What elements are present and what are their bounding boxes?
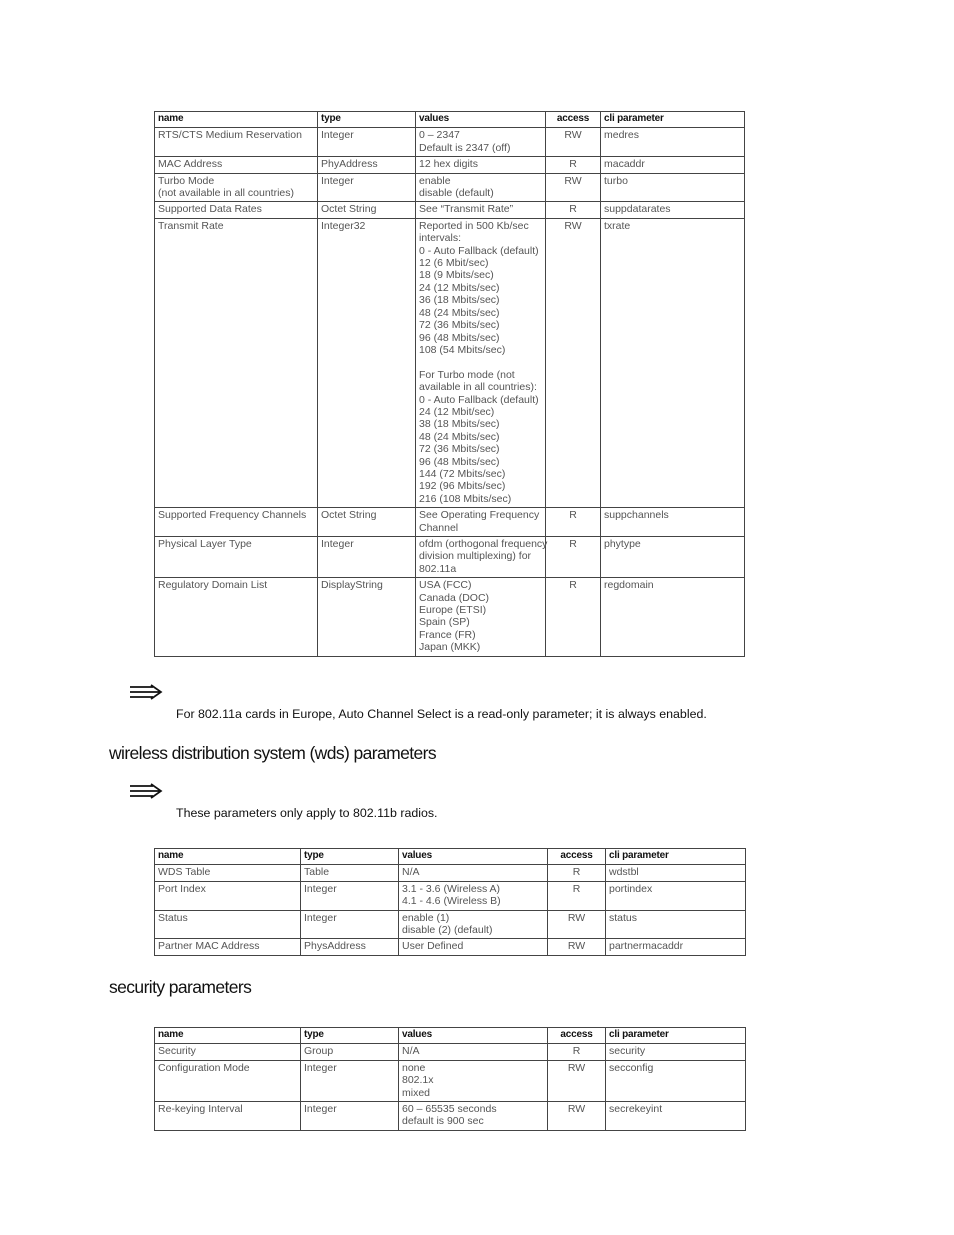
column-header: cli parameter xyxy=(606,849,746,865)
value-line: 4.1 - 4.6 (Wireless B) xyxy=(402,895,501,908)
name-cell xyxy=(155,218,318,507)
name-line: Transmit Rate xyxy=(158,219,224,232)
cli-parameter-cell: portindex xyxy=(606,881,746,910)
value-line: disable (2) (default) xyxy=(402,924,493,937)
type-cell: Integer xyxy=(301,910,399,939)
type-cell: Integer xyxy=(301,1102,399,1131)
cli-parameter-cell: phytype xyxy=(601,536,745,577)
table-row xyxy=(155,218,745,507)
type-cell: Integer xyxy=(318,536,416,577)
column-header: type xyxy=(318,112,416,128)
name-line: (not available in all countries) xyxy=(158,187,294,200)
value-line: 48 (24 Mbits/sec) xyxy=(419,306,500,319)
type-cell: Integer32 xyxy=(318,218,416,507)
note-arrow-icon xyxy=(129,783,163,799)
values-cell xyxy=(399,865,548,881)
value-line: Europe (ETSI) xyxy=(419,604,487,617)
access-cell: RW xyxy=(546,128,601,157)
table-row xyxy=(155,128,745,157)
value-line: 802.1x xyxy=(402,1074,434,1087)
value-line: 802.11a xyxy=(419,562,457,575)
note-text: For 802.11a cards in Europe, Auto Channel Select is a read-only parameter; it is always enabled. xyxy=(176,707,707,721)
value-line: available in all countries): xyxy=(419,381,537,394)
column-header: name xyxy=(155,1028,301,1044)
table-row xyxy=(155,157,745,173)
values-cell xyxy=(416,218,546,507)
column-header: type xyxy=(301,849,399,865)
name-line: Security xyxy=(158,1045,196,1058)
cli-parameter-cell: status xyxy=(606,910,746,939)
value-line: default is 900 sec xyxy=(402,1115,484,1128)
values-cell xyxy=(399,1060,548,1101)
table-header xyxy=(155,112,745,128)
values-cell xyxy=(416,128,546,157)
access-cell: R xyxy=(546,202,601,218)
name-cell xyxy=(155,157,318,173)
value-line: 24 (12 Mbit/sec) xyxy=(419,405,495,418)
value-line: Default is 2347 (off) xyxy=(419,141,511,154)
cli-parameter-cell: medres xyxy=(601,128,745,157)
value-line: 72 (36 Mbits/sec) xyxy=(419,319,500,332)
name-line: Configuration Mode xyxy=(158,1061,250,1074)
column-header: cli parameter xyxy=(606,1028,746,1044)
cli-parameter-cell: wdstbl xyxy=(606,865,746,881)
radio-parameters-table xyxy=(154,111,745,657)
header-row xyxy=(155,849,746,865)
value-line: 12 (6 Mbit/sec) xyxy=(419,257,489,270)
table-row xyxy=(155,939,746,955)
value-line: 0 – 2347 xyxy=(419,129,460,142)
values-cell xyxy=(416,578,546,656)
access-cell: RW xyxy=(546,218,601,507)
table-row xyxy=(155,578,745,656)
column-header: values xyxy=(416,112,546,128)
type-cell: PhysAddress xyxy=(301,939,399,955)
name-line: Status xyxy=(158,911,188,924)
note-arrow-icon xyxy=(129,684,163,700)
cli-parameter-cell: regdomain xyxy=(601,578,745,656)
value-line: Japan (MKK) xyxy=(419,641,481,654)
wds-note-text: These parameters only apply to 802.11b radios. xyxy=(176,806,438,820)
value-line: 144 (72 Mbits/sec) xyxy=(419,467,506,480)
name-line: Supported Data Rates xyxy=(158,203,262,216)
column-header: name xyxy=(155,112,318,128)
value-line: none xyxy=(402,1061,426,1074)
column-header: name xyxy=(155,849,301,865)
name-cell xyxy=(155,578,318,656)
name-cell xyxy=(155,1044,301,1060)
cli-parameter-cell: txrate xyxy=(601,218,745,507)
column-header: access xyxy=(546,112,601,128)
values-cell xyxy=(399,1102,548,1131)
access-cell: R xyxy=(546,508,601,537)
values-cell xyxy=(399,939,548,955)
values-cell xyxy=(416,202,546,218)
table-row xyxy=(155,1060,746,1101)
value-line: intervals: xyxy=(419,232,462,245)
value-line xyxy=(419,356,542,368)
security-section-heading: security parameters xyxy=(109,977,252,997)
type-cell: Group xyxy=(301,1044,399,1060)
header-row xyxy=(155,112,745,128)
values-cell xyxy=(399,910,548,939)
type-cell: Integer xyxy=(318,173,416,202)
value-line: 0 - Auto Fallback (default) xyxy=(419,244,539,257)
name-cell xyxy=(155,173,318,202)
value-line: Reported in 500 Kb/sec xyxy=(419,219,529,232)
name-line: Port Index xyxy=(158,882,206,895)
value-line: enable xyxy=(419,174,451,187)
value-line: 48 (24 Mbits/sec) xyxy=(419,430,500,443)
name-cell xyxy=(155,536,318,577)
cli-parameter-cell: secconfig xyxy=(606,1060,746,1101)
access-cell: R xyxy=(546,578,601,656)
access-cell: RW xyxy=(546,173,601,202)
value-line: 60 – 65535 seconds xyxy=(402,1103,497,1116)
table-row xyxy=(155,202,745,218)
table-row xyxy=(155,910,746,939)
value-line: User Defined xyxy=(402,940,464,953)
table-header xyxy=(155,1028,746,1044)
access-cell: RW xyxy=(548,910,606,939)
value-line: 3.1 - 3.6 (Wireless A) xyxy=(402,882,501,895)
type-cell: Integer xyxy=(301,881,399,910)
header-row xyxy=(155,1028,746,1044)
value-line: Canada (DOC) xyxy=(419,591,490,604)
name-line: Turbo Mode xyxy=(158,174,215,187)
name-line: Re-keying Interval xyxy=(158,1103,243,1116)
name-cell xyxy=(155,1060,301,1101)
access-cell: RW xyxy=(548,1102,606,1131)
cli-parameter-cell: secrekeyint xyxy=(606,1102,746,1131)
values-cell xyxy=(416,173,546,202)
value-line: 216 (108 Mbits/sec) xyxy=(419,492,512,505)
values-cell xyxy=(416,508,546,537)
value-line: 38 (18 Mbits/sec) xyxy=(419,418,500,431)
type-cell: DisplayString xyxy=(318,578,416,656)
value-line: 18 (9 Mbits/sec) xyxy=(419,269,494,282)
value-line: N/A xyxy=(402,1045,420,1058)
access-cell: R xyxy=(548,865,606,881)
access-cell: R xyxy=(548,1044,606,1060)
name-line: Supported Frequency Channels xyxy=(158,509,307,522)
access-cell: R xyxy=(546,157,601,173)
column-header: values xyxy=(399,1028,548,1044)
name-cell xyxy=(155,881,301,910)
wds-parameters-table xyxy=(154,848,746,956)
value-line: USA (FCC) xyxy=(419,579,472,592)
value-line: 0 - Auto Fallback (default) xyxy=(419,393,539,406)
cli-parameter-cell: macaddr xyxy=(601,157,745,173)
access-cell: R xyxy=(546,536,601,577)
cli-parameter-cell: partnermacaddr xyxy=(606,939,746,955)
value-line: disable (default) xyxy=(419,187,494,200)
column-header: type xyxy=(301,1028,399,1044)
value-line: division multiplexing) for xyxy=(419,550,532,563)
table-header xyxy=(155,849,746,865)
column-header: access xyxy=(548,849,606,865)
value-line: See “Transmit Rate” xyxy=(419,203,514,216)
name-line: Physical Layer Type xyxy=(158,537,252,550)
values-cell xyxy=(416,157,546,173)
type-cell: Integer xyxy=(301,1060,399,1101)
cli-parameter-cell: suppchannels xyxy=(601,508,745,537)
access-cell: R xyxy=(548,881,606,910)
name-line: WDS Table xyxy=(158,866,211,879)
value-line: Channel xyxy=(419,521,459,534)
table-row xyxy=(155,1044,746,1060)
table-row xyxy=(155,865,746,881)
type-cell: PhyAddress xyxy=(318,157,416,173)
value-line: ofdm (orthogonal frequency xyxy=(419,537,548,550)
value-line: 192 (96 Mbits/sec) xyxy=(419,480,506,493)
wds-section-heading: wireless distribution system (wds) parameters xyxy=(109,743,436,763)
name-cell xyxy=(155,865,301,881)
name-cell xyxy=(155,910,301,939)
table-row xyxy=(155,1102,746,1131)
value-line: 96 (48 Mbits/sec) xyxy=(419,455,500,468)
name-cell xyxy=(155,939,301,955)
access-cell: RW xyxy=(548,1060,606,1101)
value-line: 36 (18 Mbits/sec) xyxy=(419,294,500,307)
name-line: Regulatory Domain List xyxy=(158,579,268,592)
name-line: MAC Address xyxy=(158,158,223,171)
table-row xyxy=(155,536,745,577)
cli-parameter-cell: suppdatarates xyxy=(601,202,745,218)
name-line: RTS/CTS Medium Reservation xyxy=(158,129,302,142)
type-cell: Table xyxy=(301,865,399,881)
name-line: Partner MAC Address xyxy=(158,940,260,953)
value-line: mixed xyxy=(402,1086,431,1099)
value-line: 108 (54 Mbits/sec) xyxy=(419,343,506,356)
value-line: N/A xyxy=(402,866,420,879)
column-header: cli parameter xyxy=(601,112,745,128)
access-cell: RW xyxy=(548,939,606,955)
type-cell: Integer xyxy=(318,128,416,157)
value-line: See Operating Frequency xyxy=(419,509,540,522)
table-row xyxy=(155,881,746,910)
table-row xyxy=(155,173,745,202)
cli-parameter-cell: turbo xyxy=(601,173,745,202)
security-parameters-table xyxy=(154,1027,746,1131)
value-line: For Turbo mode (not xyxy=(419,368,515,381)
name-cell xyxy=(155,508,318,537)
values-cell xyxy=(399,881,548,910)
column-header: values xyxy=(399,849,548,865)
cli-parameter-cell: security xyxy=(606,1044,746,1060)
value-line: 24 (12 Mbits/sec) xyxy=(419,281,500,294)
values-cell xyxy=(399,1044,548,1060)
value-line: enable (1) xyxy=(402,911,450,924)
value-line: Spain (SP) xyxy=(419,616,470,629)
table-row xyxy=(155,508,745,537)
type-cell: Octet String xyxy=(318,508,416,537)
value-line: 72 (36 Mbits/sec) xyxy=(419,443,500,456)
value-line: 12 hex digits xyxy=(419,158,478,171)
type-cell: Octet String xyxy=(318,202,416,218)
value-line: 96 (48 Mbits/sec) xyxy=(419,331,500,344)
values-cell xyxy=(416,536,546,577)
value-line: France (FR) xyxy=(419,628,476,641)
column-header: access xyxy=(548,1028,606,1044)
name-cell xyxy=(155,128,318,157)
name-cell xyxy=(155,202,318,218)
name-cell xyxy=(155,1102,301,1131)
